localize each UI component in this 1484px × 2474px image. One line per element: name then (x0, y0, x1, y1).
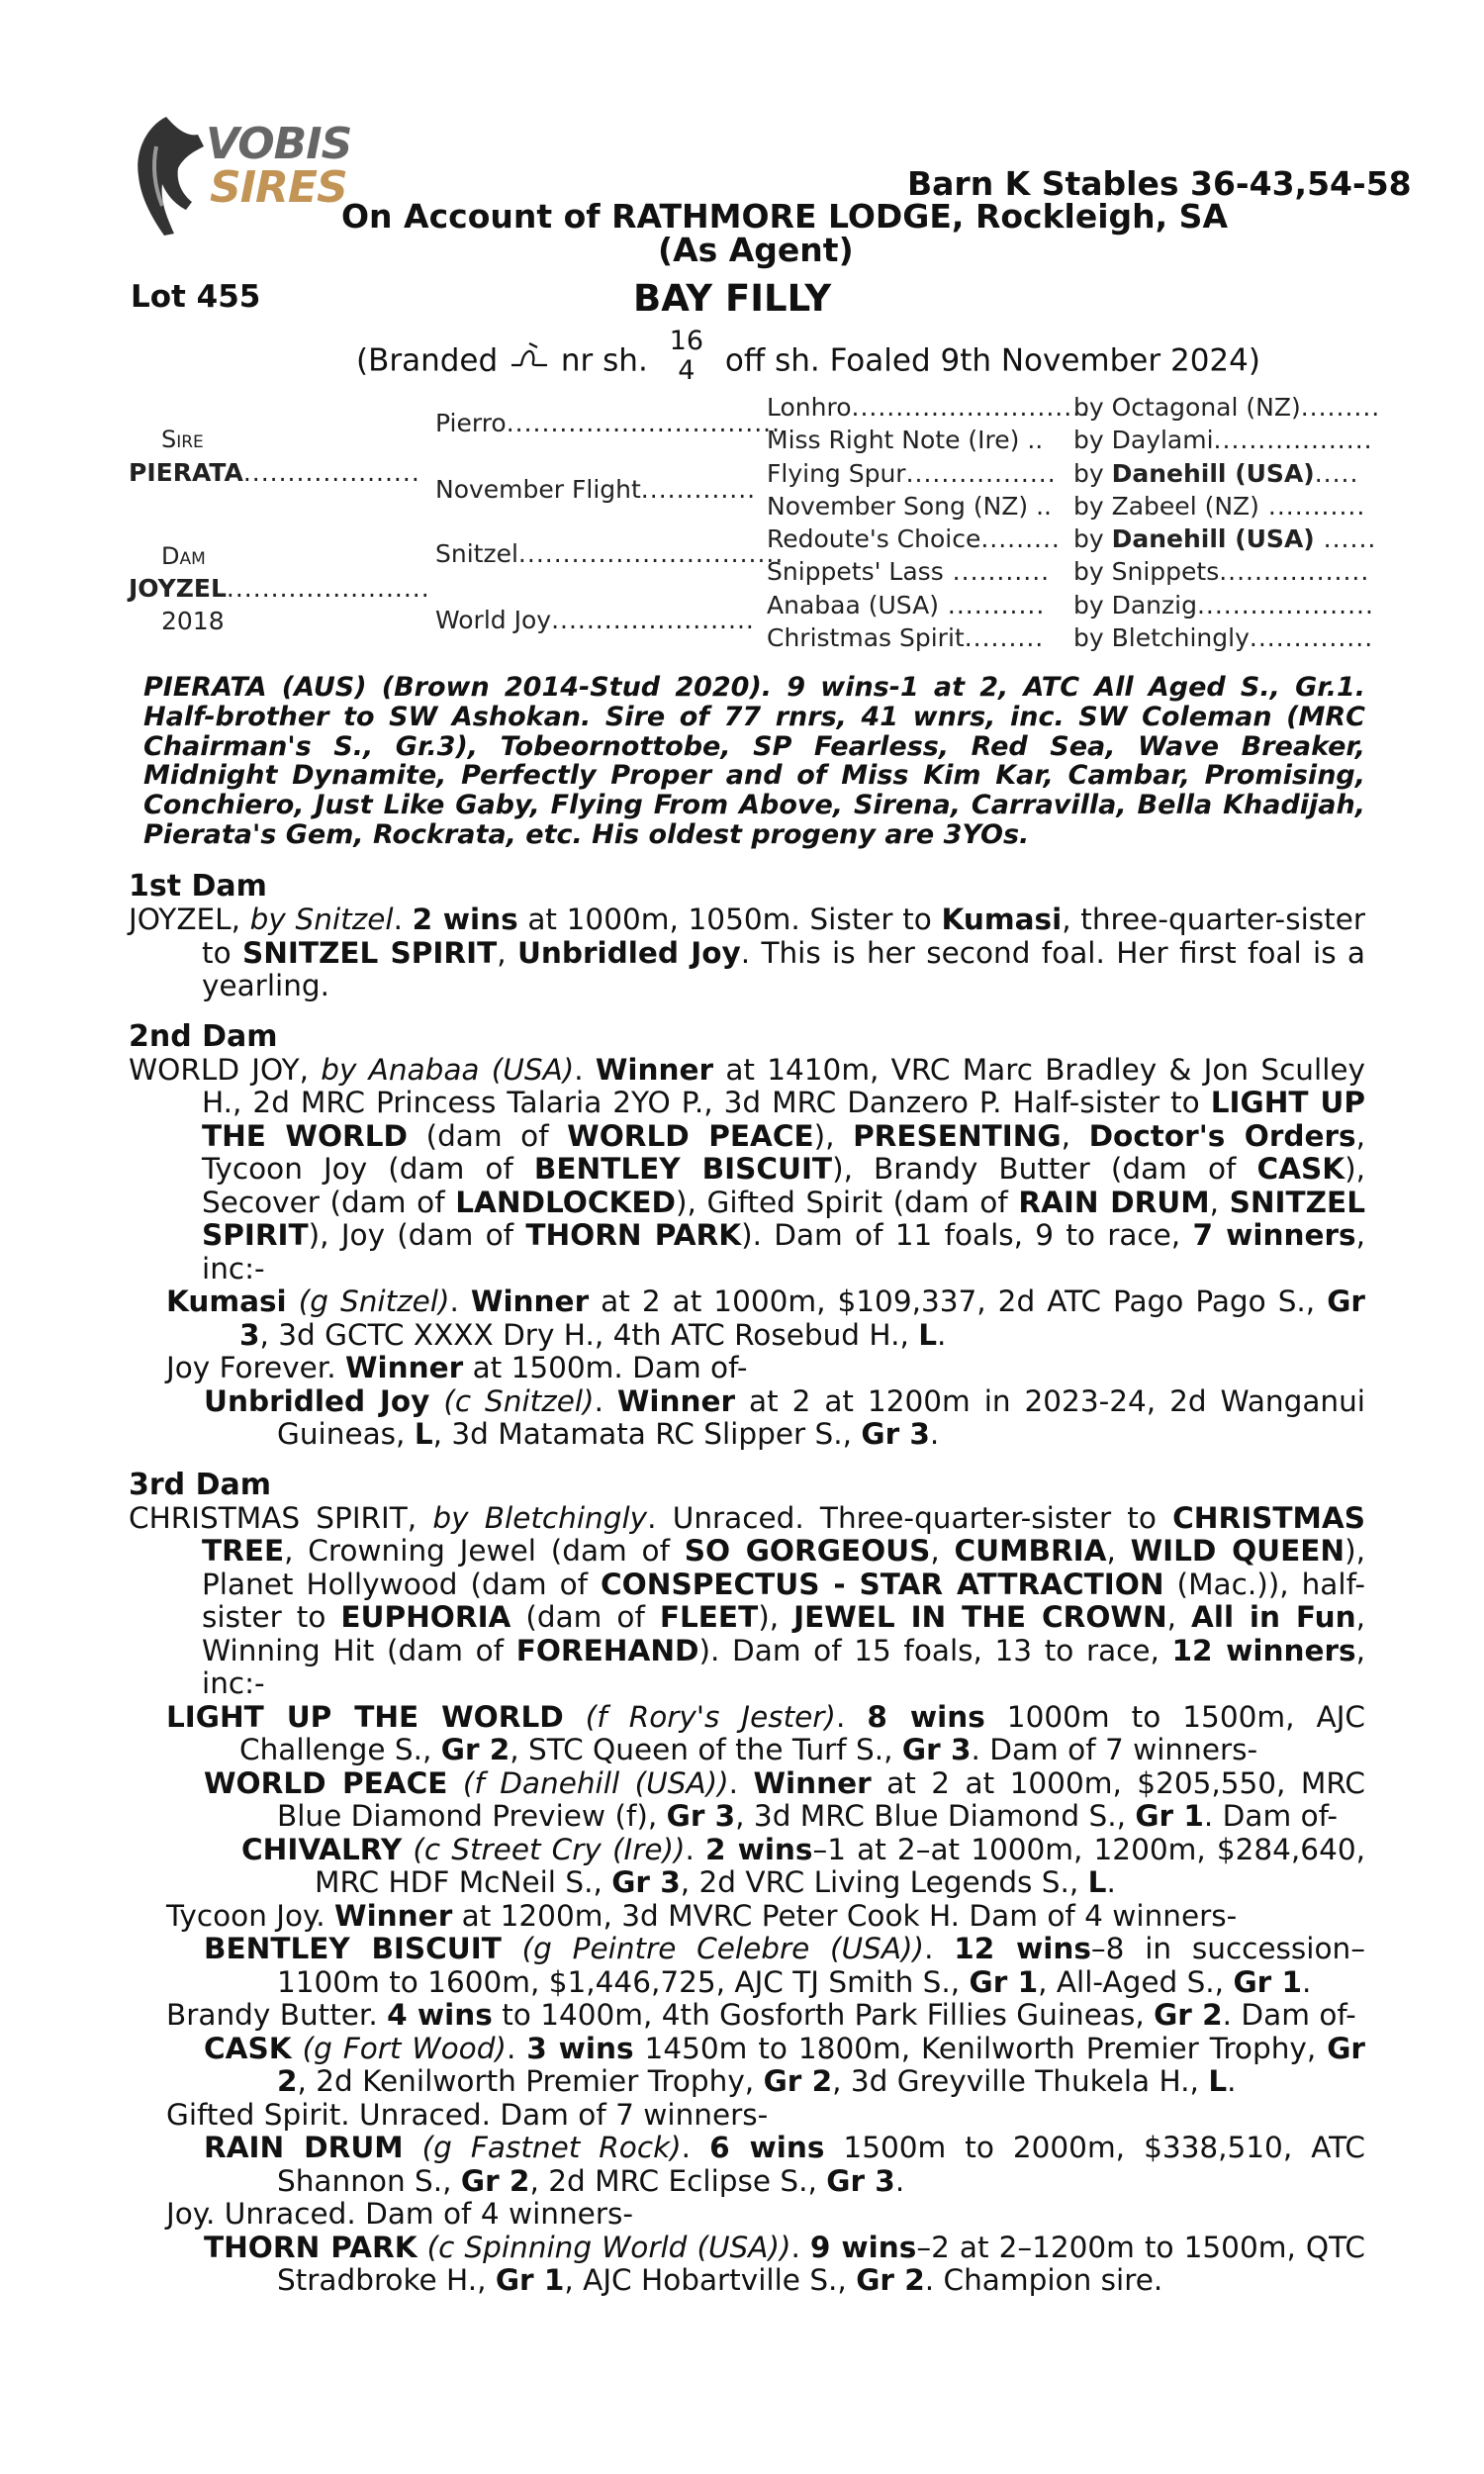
gen3-by: by Snippets................. (1073, 557, 1370, 586)
gen3-by-text: by (1073, 459, 1104, 488)
stables-line: Barn K Stables 36-43,54-58 (907, 164, 1412, 203)
gen3-by-text: by Zabeel (NZ) (1073, 492, 1259, 521)
first-dam-heading: 1st Dam (129, 869, 267, 904)
progeny-entry: CHIVALRY (c Street Cry (Ire)). 2 wins–1 at 2–at 1000m, 1200m, $284,640, MRC HDF McNeil S., Gr 3, 2d VRC Living Legends S., L. (241, 1832, 1365, 1899)
sire-name: PIERATA (129, 458, 243, 487)
first-dam-text: JOYZEL, by Snitzel. 2 wins at 1000m, 1050m. Sister to Kumasi, three-quarter-sister to SNITZEL SPIRIT, Unbridled Joy. This is her second foal. Her first foal is a yearling. (129, 903, 1365, 1002)
gen2-row: Pierro............................... (435, 409, 782, 437)
horse-head-icon (127, 107, 216, 245)
gen3-by: by Daylami.................. (1073, 426, 1373, 454)
gen2-row: November Flight............. (435, 475, 757, 504)
sire-label: Sire (161, 426, 204, 453)
progeny-entry: BENTLEY BISCUIT (g Peintre Celebre (USA)). 12 wins–8 in succession–1100m to 1600m, $1,446,725, AJC TJ Smith S., Gr 1, All-Aged S., Gr 1. (204, 1932, 1365, 1999)
dam-year: 2018 (161, 607, 225, 635)
gen3-name: Miss Right Note (Ire) .. (767, 426, 1044, 454)
third-dam-text: CHRISTMAS SPIRIT, by Bletchingly. Unraced. Three-quarter-sister to CHRISTMAS TREE, Crowning Jewel (dam of SO GORGEOUS, CUMBRIA, WILD QUEEN), Planet Hollywood (dam of CONSPECTUS - STAR ATTRACTION (Mac.)), half-sister to EUPHORIA (dam of FLEET), JEWEL IN THE CROWN, All in Fun, Winning Hit (dam of FOREHAND). Dam of 15 foals, 13 to race, 12 winners, inc:- (129, 1500, 1365, 1700)
brand-fraction (670, 327, 703, 386)
progeny-entry: Tycoon Joy. Winner at 1200m, 3d MVRC Peter Cook H. Dam of 4 winners- (166, 1898, 1238, 1933)
brand-mark-icon (508, 341, 551, 375)
progeny-entry: CASK (g Fort Wood). 3 wins 1450m to 1800m, Kenilworth Premier Trophy, Gr 2, 2d Kenilworth Premier Trophy, Gr 2, 3d Greyville Thukela H., L. (204, 2031, 1365, 2098)
logo-sires: SIRES (210, 162, 347, 213)
sire-summary: PIERATA (AUS) (Brown 2014-Stud 2020). 9 wins-1 at 2, ATC All Aged S., Gr.1. Half-brother to SW Ashokan. Sire of 77 rnrs, 41 wnrs, inc. SW Coleman (MRC Chairman's S., Gr.3), Tobeornottobe, SP Fearless, Red Sea, Wave Breaker, Midnight Dynamite, Perfectly Proper and of Miss Kim Kar, Cambar, Promising, Conchiero, Just Like Gaby, Flying From Above, Sirena, Carravilla, Bella Khadijah, Pierata's Gem, Rockrata, etc. His oldest progeny are 3YOs. (143, 672, 1365, 850)
progeny-entry: Kumasi (g Snitzel). Winner at 2 at 1000m, $109,337, 2d ATC Pago Pago S., Gr 3, 3d GCTC XXXX Dry H., 4th ATC Rosebud H., L. (166, 1285, 1365, 1352)
dam-label: Dam (161, 542, 206, 570)
brand-post: off sh. Foaled 9th November 2024) (724, 342, 1260, 379)
gen3-row: Flying Spur................. (767, 459, 1057, 488)
gen3-by: by Bletchingly.............. (1073, 623, 1374, 652)
progeny-entry: Joy Forever. Winner at 1500m. Dam of- (166, 1351, 748, 1384)
gen3-row: Anabaa (USA) ........... (767, 591, 1046, 619)
account-line: On Account of RATHMORE LODGE, Rockleigh, SA (341, 197, 1228, 236)
logo-vobis: VOBIS (206, 119, 352, 169)
gen3-name: Christmas Spirit (767, 623, 965, 652)
gen3-by: by Danzig.................... (1073, 591, 1374, 619)
gen3-name: Snippets' Lass (767, 557, 944, 586)
gen3-by-bold: Danehill (USA) (1111, 524, 1315, 553)
gen3-name: Flying Spur (767, 459, 906, 488)
gen2-name: Pierro (435, 409, 507, 437)
second-dam-text: WORLD JOY, by Anabaa (USA). Winner at 1410m, VRC Marc Bradley & Jon Sculley H., 2d MRC Princess Talaria 2YO P., 3d MRC Danzero P. Half-sister to LIGHT UP THE WORLD (dam of WORLD PEACE), PRESENTING, Doctor's Orders, Tycoon Joy (dam of BENTLEY BISCUIT), Brandy Butter (dam of CASK), Secover (dam of LANDLOCKED), Gifted Spirit (dam of RAIN DRUM, SNITZEL SPIRIT), Joy (dam of THORN PARK). Dam of 11 foals, 9 to race, 7 winners, inc:- (129, 1052, 1365, 1285)
gen3-by: by Zabeel (NZ) ........... (1073, 492, 1366, 521)
gen3-row: Redoute's Choice......... (767, 524, 1061, 553)
gen3-row (767, 426, 1043, 454)
brand-numerator: 16 (669, 326, 704, 356)
sire-name-row: PIERATA.................... (129, 458, 420, 487)
gen3-row: Christmas Spirit......... (767, 623, 1045, 652)
progeny-entry: WORLD PEACE (f Danehill (USA)). Winner at 2 at 1000m, $205,550, MRC Blue Diamond Preview (f), Gr 3, 3d MRC Blue Diamond S., Gr 1. Dam of- (204, 1765, 1365, 1833)
progeny-entry: Gifted Spirit. Unraced. Dam of 7 winners- (166, 2097, 769, 2132)
progeny-entry: RAIN DRUM (g Fastnet Rock). 6 wins 1500m to 2000m, $338,510, ATC Shannon S., Gr 2, 2d MRC Eclipse S., Gr 3. (204, 2131, 1365, 2198)
gen3-by-text: by Snippets (1073, 557, 1220, 586)
gen2-name: November Flight (435, 475, 641, 504)
gen3-by-text: by Daylami (1073, 426, 1214, 454)
gen2-name: Snitzel (435, 539, 518, 568)
progeny-entry: LIGHT UP THE WORLD (f Rory's Jester). 8 wins 1000m to 1500m, AJC Challenge S., Gr 2, STC Queen of the Turf S., Gr 3. Dam of 7 winners- (166, 1699, 1365, 1766)
gen3-by-bold: Danehill (USA) (1111, 459, 1315, 488)
gen3-name: November Song (NZ) .. (767, 492, 1053, 521)
gen3-name: Lonhro (767, 393, 852, 422)
lot-number: Lot 455 (131, 279, 261, 315)
gen3-by-text: by Octagonal (NZ) (1073, 393, 1301, 422)
brand-mid: nr sh. (560, 342, 648, 379)
gen3-row (767, 492, 1052, 521)
gen2-name: World Joy (435, 606, 552, 634)
agent-line: (As Agent) (658, 231, 854, 269)
gen3-row: Snippets' Lass ........... (767, 557, 1051, 586)
gen3-by-text: by (1073, 524, 1104, 553)
gen3-by-text: by Danzig (1073, 591, 1197, 619)
progeny-entry: Brandy Butter. 4 wins to 1400m, 4th Gosforth Park Fillies Guineas, Gr 2. Dam of- (166, 1998, 1356, 2032)
progeny-entry: Joy. Unraced. Dam of 4 winners- (166, 2197, 633, 2231)
progeny-entry: Unbridled Joy (c Snitzel). Winner at 2 at 1200m in 2023-24, 2d Wanganui Guineas, L, 3d Matamata RC Slipper S., Gr 3. (204, 1383, 1365, 1451)
brand-pre: (Branded (356, 342, 499, 379)
vobis-sires-logo (127, 107, 352, 245)
gen2-row: Snitzel.............................. (435, 539, 785, 568)
page-title: BAY FILLY (633, 277, 832, 320)
brand-denominator: 4 (678, 355, 696, 386)
second-dam-heading: 2nd Dam (129, 1018, 278, 1054)
gen3-by-text: by Bletchingly (1073, 623, 1250, 652)
third-dam-heading: 3rd Dam (129, 1467, 271, 1502)
dam-name: JOYZEL (129, 574, 227, 603)
gen3-by: by Danehill (USA) ...... (1073, 524, 1377, 553)
progeny-entry: THORN PARK (c Spinning World (USA)). 9 wins–2 at 2–1200m to 1500m, QTC Stradbroke H., Gr 1, AJC Hobartville S., Gr 2. Champion sire. (204, 2230, 1365, 2297)
gen3-by: by Danehill (USA)..... (1073, 459, 1359, 488)
gen3-by: by Octagonal (NZ)......... (1073, 393, 1381, 422)
gen3-row: Lonhro........................... (767, 393, 1091, 422)
gen3-name: Anabaa (USA) (767, 591, 939, 619)
gen3-name: Redoute's Choice (767, 524, 981, 553)
dam-history (129, 869, 1365, 2298)
dam-name-row: JOYZEL....................... (129, 574, 430, 603)
gen2-row: World Joy....................... (435, 606, 755, 634)
brand-line (356, 326, 1260, 392)
